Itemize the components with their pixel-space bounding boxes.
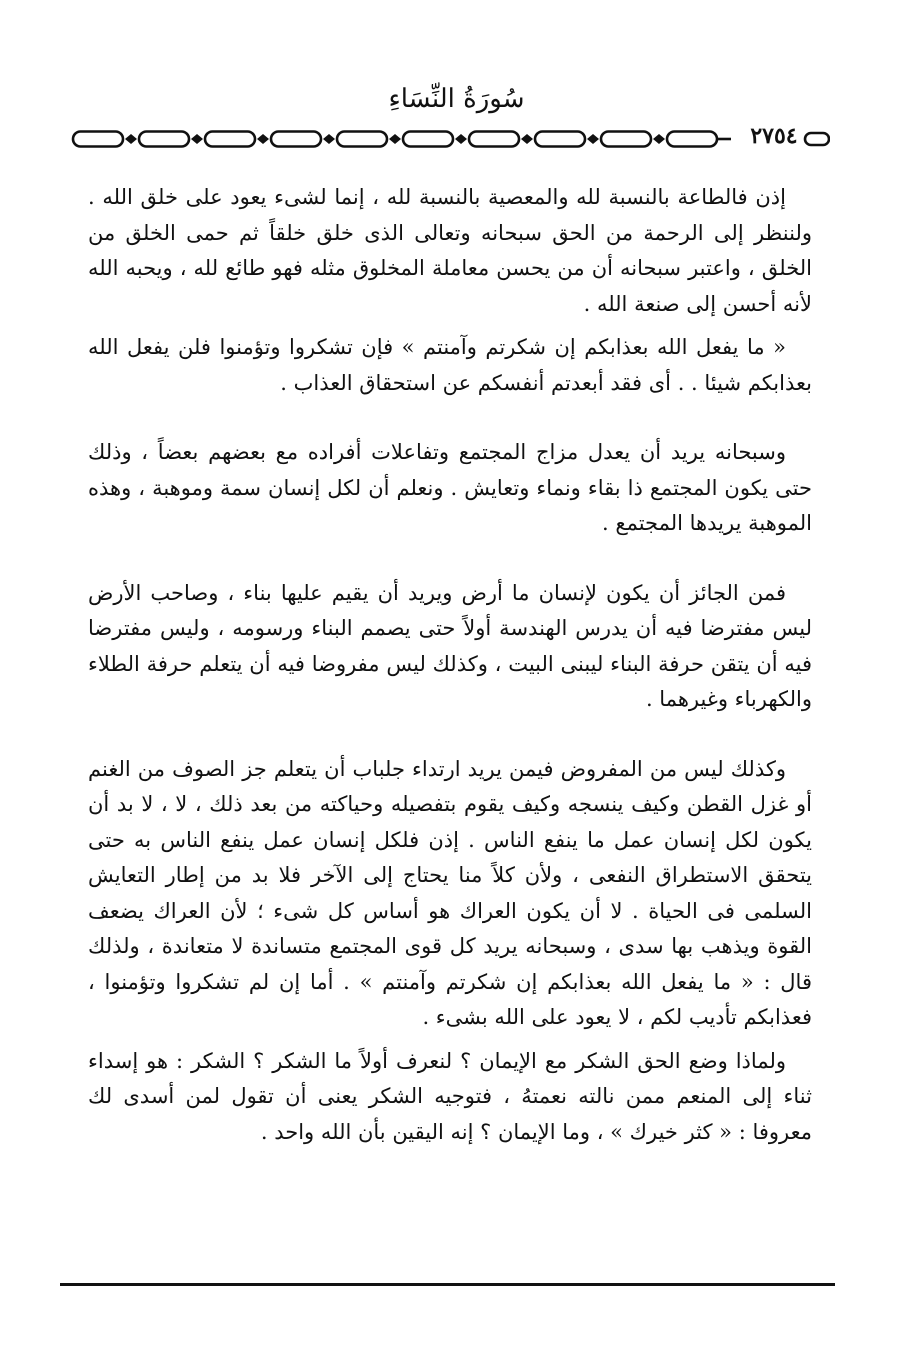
paragraph-5: وكذلك ليس من المفروض فيمن يريد ارتداء جلباب أن يتعلم جز الصوف من الغنم أو غزل القطن وكيف ينسجه وكيف يقوم بتفصيله وحياكته من بعد ذلك ، لا ، لا بد أن يكون لكل إنسان عمل ما ينفع الناس . إذن فلكل إنسان عمل ينفع الناس به حتى يتحقق الاستطراق النفعى ، ولأن كلاً منا يحتاج إلى الآخر فلا بد من إطار التعايش السلمى فى الحياة . لا أن يكون العراك هو أساس كل شىء ؛ لأن العراك يضعف القوة ويذهب بها سدى ، وسبحانه يريد كل قوى المجتمع متساندة لا متعاندة ، ولذلك قال : « ما يفعل الله بعذابكم إن شكرتم وآمنتم » . أما إن لم تشكروا وتؤمنوا ، فعذابكم تأديب لكم ، لا يعود على الله بشىء . — [88, 756, 812, 1029]
ornament-diamond — [653, 134, 665, 144]
ornament-oval — [403, 132, 453, 147]
surah-title: سُورَةُ النِّسَاءِ — [388, 84, 525, 114]
ornament-diamond — [455, 134, 467, 144]
page-number: ٢٧٥٤ — [750, 123, 798, 149]
ornament-oval — [667, 132, 717, 147]
ornament-oval — [271, 132, 321, 147]
ornament-oval — [73, 132, 123, 147]
paragraph-4: فمن الجائز أن يكون لإنسان ما أرض ويريد أن يقيم عليها بناء ، وصاحب الأرض ليس مفترضا فيه أن يدرس الهندسة أولاً حتى يصمم البناء ورسومه ، وليس مفترضا فيه أن يتقن حرفة البناء ليبنى البيت ، وكذلك ليس مفروضا فيه أن يتعلم حرفة الطلاء والكهرباء وغيرهما . — [88, 580, 812, 711]
page-header — [0, 78, 913, 158]
ornament-diamond — [125, 134, 137, 144]
paragraph-2: « ما يفعل الله بعذابكم إن شكرتم وآمنتم » فإن تشكروا وتؤمنوا فلن يفعل الله بعذابكم شيئا . . أى فقد أبعدتم أنفسكم عن استحقاق العذاب . — [88, 335, 812, 395]
ornament-diamond — [389, 134, 401, 144]
ornament-oval — [139, 132, 189, 147]
ornament-oval — [337, 132, 387, 147]
ornament-diamond — [521, 134, 533, 144]
bottom-rule — [60, 1283, 835, 1286]
page-body — [88, 180, 812, 1150]
ornament-oval — [205, 132, 255, 147]
paragraph-1: إذن فالطاعة بالنسبة لله والمعصية بالنسبة لله ، إنما لشىء يعود على خلق الله . ولننظر إلى الرحمة من الحق سبحانه وتعالى الذى خلق خلقاً ثم حمى الخلق من الخلق ، واعتبر سبحانه أن من يحسن معاملة المخلوق مثله فهو طائع لله ، ويحبه الله لأنه أحسن إلى صنعة الله . — [88, 185, 812, 316]
paragraph-3: وسبحانه يريد أن يعدل مزاج المجتمع وتفاعلات أفراده مع بعضهم بعضاً ، وذلك حتى يكون المجتمع ذا بقاء ونماء وتعايش . ونعلم أن لكل إنسان سمة وموهبة ، وهذه الموهبة يريدها المجتمع . — [88, 440, 812, 535]
ornament-diamond — [587, 134, 599, 144]
ornament-diamond — [323, 134, 335, 144]
ornament-oval — [535, 132, 585, 147]
ornament-end-oval — [805, 133, 829, 145]
ornament-diamond — [191, 134, 203, 144]
ornament-diamond — [257, 134, 269, 144]
paragraph-6: ولماذا وضع الحق الشكر مع الإيمان ؟ لنعرف أولاً ما الشكر ؟ الشكر : هو إسداء ثناء إلى المنعم ممن نالته نعمتهُ ، فتوجيه الشكر يعنى أن تقول لمن أسدى لك معروفا : « كثر خيرك » ، وما الإيمان ؟ إنه اليقين بأن الله واحد . — [88, 1048, 812, 1144]
ornament-oval — [601, 132, 651, 147]
ornament-oval — [469, 132, 519, 147]
decorative-chain-border — [70, 128, 830, 150]
